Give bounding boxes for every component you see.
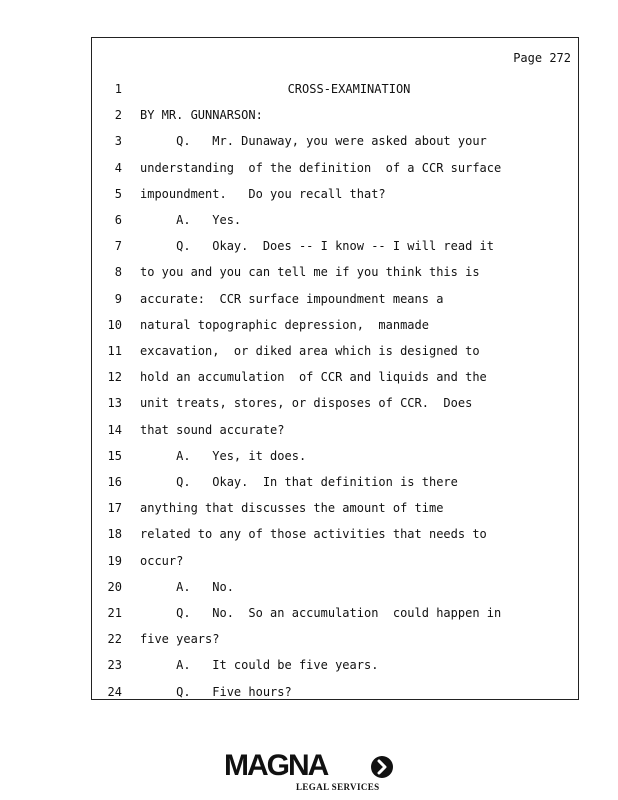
transcript-line (92, 552, 578, 570)
transcript-line (92, 447, 578, 465)
line-number: 17 (107, 501, 122, 516)
line-text: occur? (140, 553, 184, 568)
line-number: 8 (114, 265, 122, 280)
line-text: A. Yes. (140, 213, 242, 227)
line-number: 11 (107, 344, 122, 358)
transcript-line (92, 630, 578, 648)
line-number: 2 (114, 108, 122, 123)
transcript-line (92, 316, 578, 334)
line-text: A. It could be five years. (140, 658, 379, 673)
line-number: 9 (114, 291, 122, 306)
transcript-line (92, 290, 578, 308)
line-text: to you and you can tell me if you think this is (140, 265, 480, 280)
line-text: Q. Five hours? (140, 684, 292, 699)
magna-logo (224, 748, 394, 793)
line-number: 16 (107, 475, 122, 489)
line-number: 21 (107, 606, 122, 620)
line-text: A. No. (140, 579, 234, 594)
line-text: impoundment. Do you recall that? (140, 186, 386, 201)
line-number: 12 (107, 370, 122, 385)
line-text: anything that discusses the amount of time (140, 501, 444, 516)
transcript-line (92, 80, 578, 98)
transcript-line (92, 106, 578, 124)
line-number: 14 (107, 422, 122, 437)
line-number: 18 (107, 527, 122, 542)
line-text: Q. Okay. Does -- I know -- I will read it (140, 239, 495, 254)
logo-wordmark: MAGNA (224, 749, 328, 782)
logo-subtitle: LEGAL SERVICES (296, 782, 380, 792)
transcript-line (92, 263, 578, 281)
line-text: five years? (140, 632, 220, 647)
transcript-line (92, 185, 578, 203)
transcript-line (92, 342, 578, 360)
transcript-line (92, 132, 578, 150)
transcript-line (92, 368, 578, 386)
line-number: 22 (107, 632, 122, 647)
transcript-line (92, 473, 578, 491)
line-number: 3 (114, 134, 122, 149)
line-number: 4 (114, 160, 122, 175)
chevron-circle-icon (371, 756, 393, 778)
line-number: 1 (114, 82, 122, 96)
line-number: 19 (107, 553, 122, 568)
line-number: 13 (107, 396, 122, 411)
line-text: excavation, or diked area which is designed to (140, 344, 480, 358)
transcript-line (92, 421, 578, 439)
transcript-lines (92, 80, 578, 699)
line-text: natural topographic depression, manmade (140, 317, 429, 332)
line-text: accurate: CCR surface impoundment means a (140, 291, 444, 306)
transcript-line (92, 578, 578, 596)
line-number: 7 (114, 239, 122, 254)
transcript-line (92, 237, 578, 255)
transcript-line (92, 211, 578, 229)
line-number: 20 (107, 579, 122, 594)
line-text: Q. Mr. Dunaway, you were asked about your (140, 134, 487, 149)
line-text: hold an accumulation of CCR and liquids and the (140, 370, 487, 385)
line-number: 24 (107, 684, 122, 699)
line-text: related to any of those activities that needs to (140, 527, 487, 542)
line-number: 15 (107, 448, 122, 463)
transcript-line (92, 394, 578, 412)
line-text: unit treats, stores, or disposes of CCR. Does (140, 396, 473, 411)
line-number: 10 (107, 317, 122, 332)
line-text: Q. No. So an accumulation could happen in (140, 606, 502, 620)
transcript-line (92, 525, 578, 543)
line-number: 23 (107, 658, 122, 673)
page-number: Page 272 (513, 51, 571, 65)
line-number: 5 (114, 186, 122, 201)
line-text: CROSS-EXAMINATION (287, 82, 411, 96)
transcript-line (92, 499, 578, 517)
line-text: Q. Okay. In that definition is there (140, 475, 458, 489)
line-text: A. Yes, it does. (140, 448, 307, 463)
line-text: BY MR. GUNNARSON: (140, 108, 263, 123)
transcript-line (92, 656, 578, 674)
transcript-page (91, 37, 579, 700)
transcript-line (92, 604, 578, 622)
transcript-line (92, 159, 578, 177)
line-text: understanding of the definition of a CCR surface (140, 160, 502, 175)
line-text: that sound accurate? (140, 422, 285, 437)
transcript-line (92, 683, 578, 701)
line-number: 6 (114, 213, 122, 227)
